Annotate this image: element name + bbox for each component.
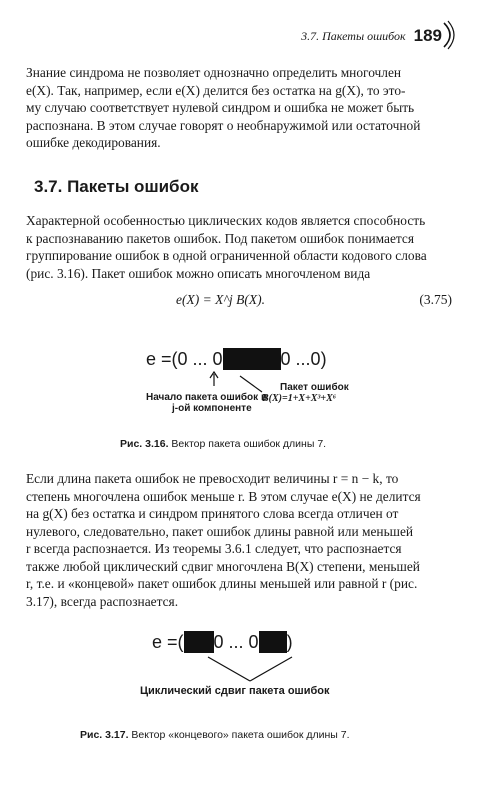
page-curl-icon <box>440 20 458 50</box>
burst-start-label <box>146 392 267 414</box>
text-line: (рис. 3.16). Пакет ошибок можно описать многочленом вида <box>26 265 371 281</box>
caption-text: Вектор пакета ошибок длины 7. <box>171 438 327 450</box>
text-line: e(X). Так, например, если e(X) делится без остатка на g(X), то это- <box>26 82 406 98</box>
figure-3-16 <box>0 346 492 450</box>
vector-left-text: e =(0 ... 0 <box>146 348 223 369</box>
figure-3-17 <box>0 625 492 741</box>
text-line: нулевого, следовательно, пакет ошибок длины равной или меньшей <box>26 523 414 539</box>
text-line: r всегда распознается. Из теоремы 3.6.1 следует, что распознается <box>26 541 402 556</box>
text-line: ошибке декодирования. <box>26 135 161 150</box>
text-line: группирование ошибок в одной ограниченной области кодового слова <box>26 248 427 263</box>
burst-packet-label <box>262 382 349 404</box>
text-line: му случаю соответствует нулевой синдром и ошибка не может быть <box>26 100 415 115</box>
text-line: на g(X) без остатка и синдром принятого слова всегда отличен от <box>26 506 399 521</box>
vector-middle: 0 ... 0 <box>213 631 259 652</box>
text-line: 3.17), всегда распознается. <box>26 593 179 609</box>
vector-prefix: e =( <box>152 631 184 652</box>
page-number <box>414 26 452 46</box>
caption-text: Вектор «концевого» пакета ошибок длины 7. <box>131 729 350 741</box>
vector-right-text: 0 ...0) <box>280 348 327 369</box>
text-line: к распознаванию пакетов ошибок. Под пакетом ошибок понимается <box>26 230 415 246</box>
text-line: Характерной особенностью циклических кодов является способность <box>26 213 426 228</box>
figure-caption <box>80 729 350 741</box>
shift-pointer-lines <box>0 625 492 687</box>
text-line: степень многочлена ошибок меньше r. В этом случае e(X) не делится <box>26 488 421 504</box>
text-line: Если длина пакета ошибок не превосходит величины r = n − k, то <box>26 471 399 486</box>
running-header <box>301 20 452 52</box>
running-title: 3.7. Пакеты ошибок <box>301 28 406 43</box>
equation-number: (3.75) <box>419 292 452 307</box>
text-line: Знание синдрома не позволяет однозначно определить многочлен <box>26 65 402 80</box>
text-line: также любой циклический сдвиг многочлена B(X) степени, меньшей <box>26 558 420 574</box>
figure-caption <box>120 438 326 450</box>
paragraph-burst-detection <box>26 470 458 610</box>
paragraph-burst-intro <box>26 212 458 282</box>
section-heading: 3.7. Пакеты ошибок <box>34 177 199 196</box>
caption-number: Рис. 3.17. <box>80 729 129 741</box>
text-line: r, т.е. и «концевой» пакет ошибок длины меньшей или равной r (рис. <box>26 576 418 591</box>
page-number-text: 189 <box>413 26 442 45</box>
vector-suffix: ) <box>286 631 293 652</box>
paragraph-syndrome <box>26 64 458 152</box>
caption-number: Рис. 3.16. <box>120 438 169 450</box>
burst-packet-label-line1: Пакет ошибок <box>280 382 349 393</box>
equation-formula: e(X) = X^j B(X). <box>176 292 266 307</box>
text-line: распознана. В этом случае говорят о необнаружимой или остаточной <box>26 117 421 133</box>
cyclic-shift-label: Циклический сдвиг пакета ошибок <box>140 685 330 697</box>
burst-start-label-line1: Начало пакета ошибок в <box>146 392 268 403</box>
burst-start-label-line2: j-ой компоненте <box>172 403 252 414</box>
burst-polynomial: B(X)=1+X+X³+X⁶ <box>262 393 337 404</box>
